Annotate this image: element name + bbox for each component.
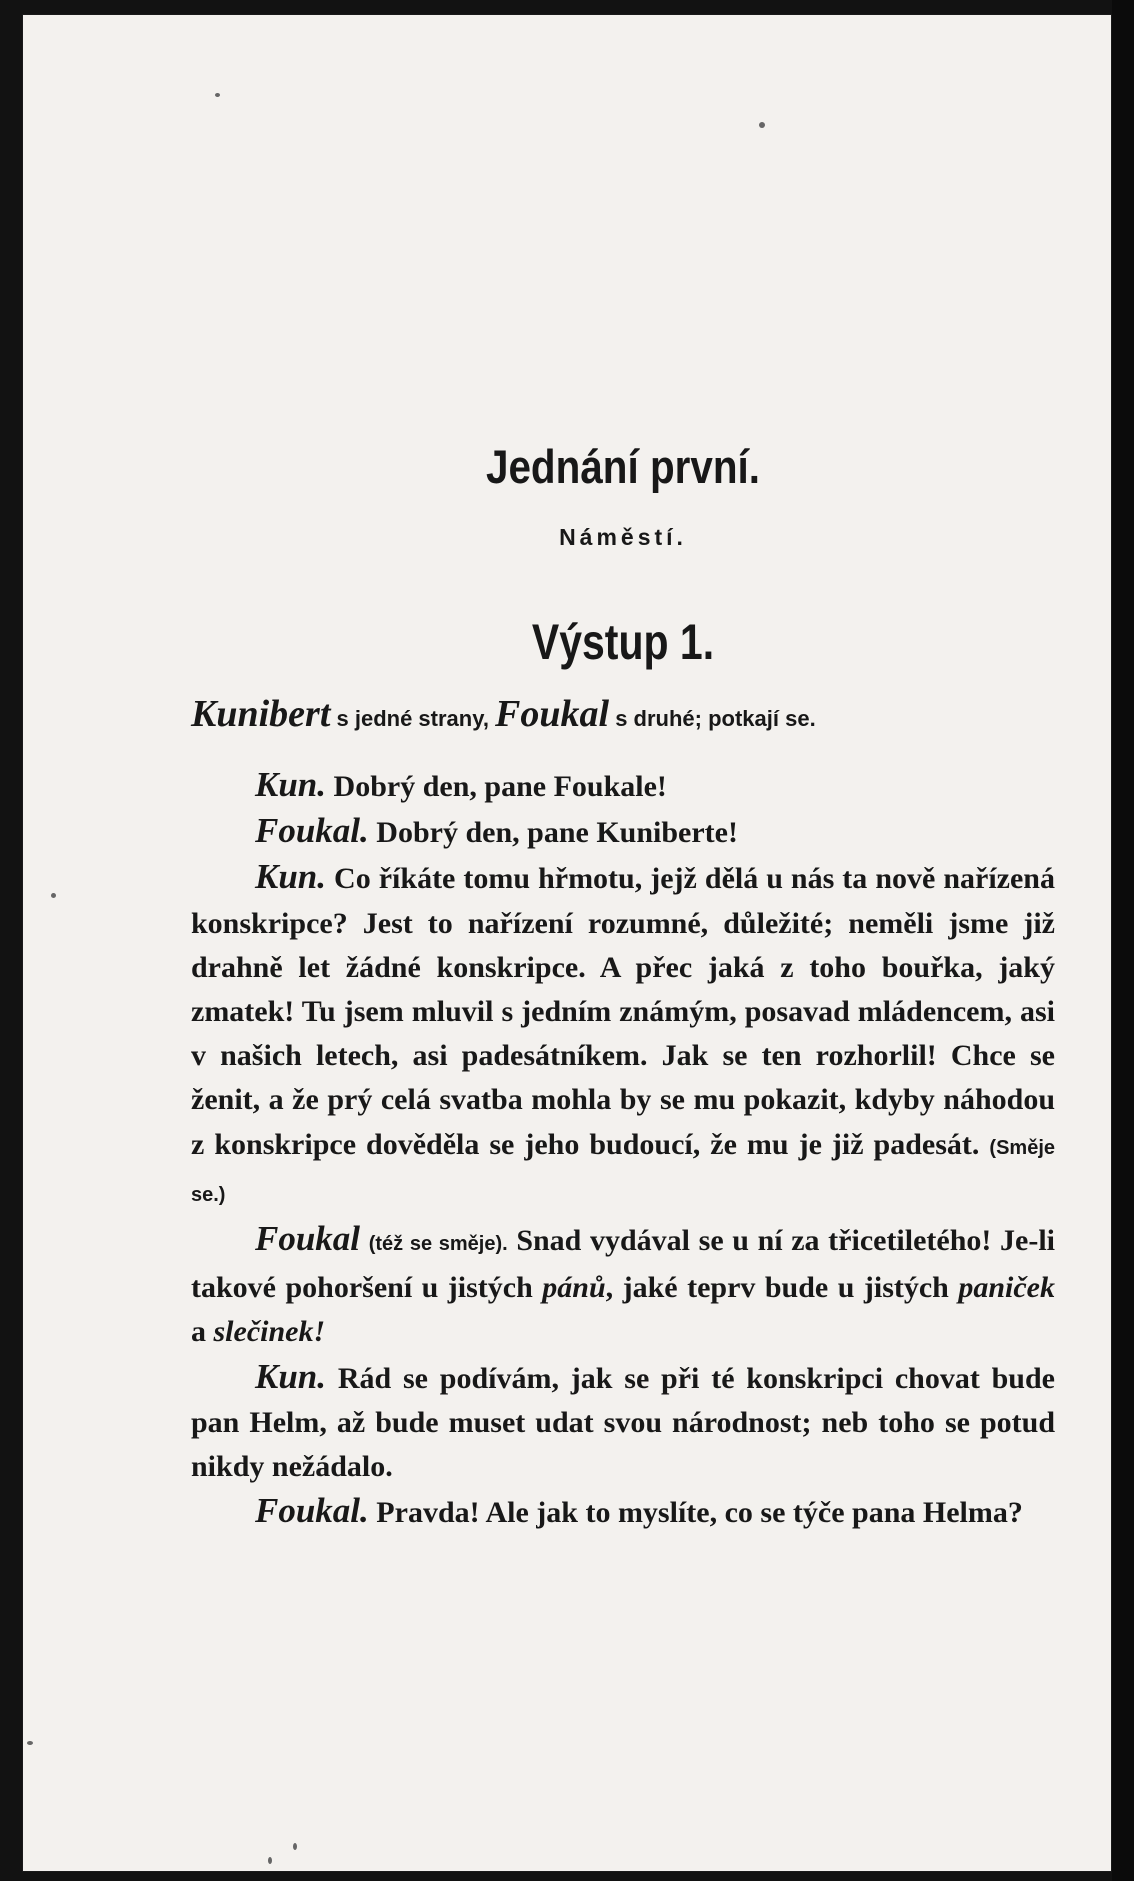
paper-speck [759, 122, 765, 128]
speaker-name: Kun. [255, 765, 327, 804]
speaker-name: Foukal [255, 1219, 361, 1259]
dialogue-line [191, 1489, 1055, 1535]
emphasis-text: pánů [542, 1271, 606, 1305]
emphasis-text: slečinek! [213, 1315, 326, 1349]
line-text: Rád se podívám, jak se při té konskripci chovat bude pan Helm, až bude muset udat svou národnost; neb toho se potud nikdy nežádalo. [191, 1361, 1055, 1484]
paper-speck [293, 1843, 297, 1850]
paper-speck [51, 893, 56, 898]
line-text: Pravda! Ale jak to myslíte, co se týče pana Helma? [368, 1496, 1023, 1530]
scene-title: Výstup 1. [531, 614, 715, 670]
character-name-kunibert: Kunibert [191, 693, 331, 735]
speaker-name: Kun. [255, 857, 327, 897]
dialogue [191, 763, 1055, 1535]
paper-speck [268, 1857, 272, 1864]
stage-direction-text: s jedné strany, [330, 706, 496, 731]
speaker-name: Kun. [255, 1356, 327, 1396]
stage-direction [191, 692, 1055, 736]
dialogue-line [191, 763, 1055, 809]
book-page [22, 14, 1112, 1872]
dialogue-line [191, 855, 1055, 1217]
page-edge-shadow [1112, 0, 1134, 1881]
act-title: Jednání první. [485, 440, 761, 493]
dialogue-line [191, 1355, 1055, 1490]
character-name-foukal: Foukal [495, 693, 610, 735]
line-text: Dobrý den, pane Kuniberte! [368, 816, 738, 850]
setting-label: Náměstí. [559, 524, 687, 550]
stage-note: (též se směje). [368, 1233, 508, 1256]
speaker-name: Foukal. [255, 811, 369, 851]
dialogue-line [191, 809, 1055, 855]
paper-speck [27, 1741, 33, 1745]
line-text: a [191, 1315, 214, 1349]
line-text: Dobrý den, pane Foukale! [326, 770, 667, 803]
paper-speck [215, 93, 220, 97]
stage-direction-text: s druhé; potkají se. [609, 706, 816, 731]
speaker-name: Foukal. [255, 1491, 369, 1531]
dialogue-line [191, 1217, 1055, 1355]
line-text: Co říkáte tomu hřmotu, jejž dělá u nás ta nově nařízená konskripce? Jest to nařízení rozumné, důležité; neměli jsme již drahně let žádné konskripce. A přec jaká z toho bouřka, jaký zmatek! Tu jsem mluvil s jedním známým, posavad mládencem, asi v našich letech, asi padesátníkem. Jak se ten rozhorlil! Chce se ženit, a že prý celá svatba mohla by se mu pokazit, kdyby náhodou z konskripce dověděla se jeho budoucí, že mu je již padesát. [191, 862, 1055, 1161]
line-text: , jaké teprv bude u jistých [605, 1271, 959, 1305]
emphasis-text: paniček [958, 1271, 1055, 1305]
line-text: Snad vydával se u ní za třicetiletého! Je-li takové pohoršení u jistých [191, 1224, 1056, 1305]
stage-note: (Směje se.) [191, 1136, 1055, 1206]
